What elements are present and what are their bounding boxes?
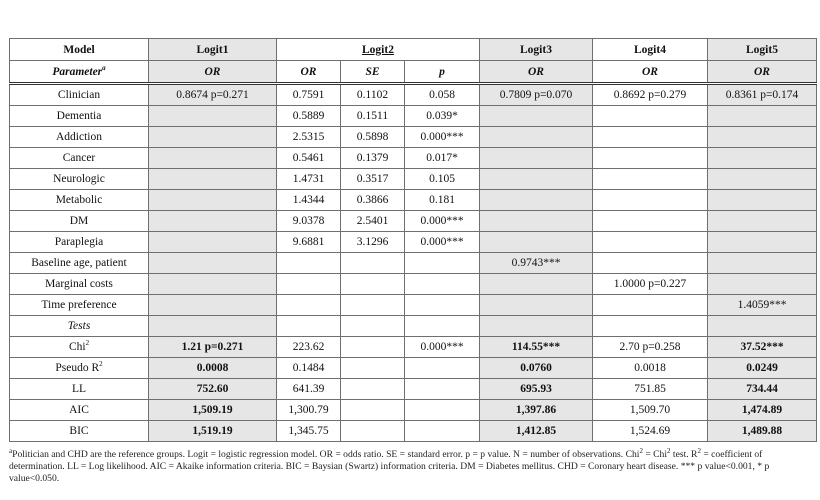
table-cell: [277, 253, 341, 274]
table-cell: [708, 106, 817, 127]
table-cell: 695.93: [480, 379, 593, 400]
table-cell: 0.000***: [405, 211, 480, 232]
table-cell: 2.5401: [341, 211, 405, 232]
table-cell: [593, 253, 708, 274]
table-cell: 1.4344: [277, 190, 341, 211]
table-cell: [708, 274, 817, 295]
row-label: Neurologic: [10, 169, 149, 190]
table-cell: [593, 316, 708, 337]
table-cell: 734.44: [708, 379, 817, 400]
table-row: [10, 358, 817, 379]
table-cell: [405, 400, 480, 421]
table-row: [10, 106, 817, 127]
table-cell: [341, 379, 405, 400]
table-cell: [405, 253, 480, 274]
table-footnote: $^a$Politician and CHD are the reference groups. Logit = logistic regression model. OR = odds ratio. SE = standard error. p = p value. N = number of observations. Chi$^2$ = Chi$^2$ test. $R^2$ = coefficient of determination. LL = Log likelihood. AIC = Akaike information criteria. BIC = Baysian (Swartz) information criteria. DM = Diabetes mellitus. CHD = Coronary heart disease. *** p value<0.001, * p value<0.050.: [9, 446, 770, 484]
table-row: [10, 148, 817, 169]
table-cell: [405, 295, 480, 316]
table-cell: 3.1296: [341, 232, 405, 253]
table-cell: [480, 127, 593, 148]
table-cell: 1,509.70: [593, 400, 708, 421]
table-cell: [149, 127, 277, 148]
table-cell: [149, 316, 277, 337]
table-cell: [593, 295, 708, 316]
logit2-header: Logit2: [277, 39, 480, 61]
table-cell: 2.70 p=0.258: [593, 337, 708, 358]
table-cell: [149, 295, 277, 316]
table-row: [10, 190, 817, 211]
row-label: Time preference: [10, 295, 149, 316]
table-cell: 0.9743***: [480, 253, 593, 274]
sub-header: OR: [480, 61, 593, 84]
table-cell: 0.7809 p=0.070: [480, 84, 593, 106]
table-cell: [708, 211, 817, 232]
table-cell: 1.4731: [277, 169, 341, 190]
table-cell: 1.0000 p=0.227: [593, 274, 708, 295]
table-row: [10, 337, 817, 358]
table-cell: [708, 253, 817, 274]
table-cell: 1,489.88: [708, 421, 817, 442]
table-cell: [341, 358, 405, 379]
parameter-header: Parameter$^a$: [10, 61, 149, 84]
table-cell: 0.1511: [341, 106, 405, 127]
table-row: [10, 127, 817, 148]
table-cell: 1,509.19: [149, 400, 277, 421]
table-cell: [405, 421, 480, 442]
table-cell: [480, 169, 593, 190]
row-label: Paraplegia: [10, 232, 149, 253]
table-cell: [341, 253, 405, 274]
sub-header: OR: [149, 61, 277, 84]
table-cell: [149, 106, 277, 127]
table-cell: 1,300.79: [277, 400, 341, 421]
sub-header: OR: [708, 61, 817, 84]
table-cell: [405, 358, 480, 379]
table-row: [10, 253, 817, 274]
table-cell: 0.1379: [341, 148, 405, 169]
table-cell: [593, 232, 708, 253]
table-cell: [593, 106, 708, 127]
logit1-header: Logit1: [149, 39, 277, 61]
table-cell: 37.52***: [708, 337, 817, 358]
table-cell: 0.000***: [405, 127, 480, 148]
table-cell: [708, 169, 817, 190]
table-cell: [593, 211, 708, 232]
table-cell: [405, 274, 480, 295]
table-cell: 1.21 p=0.271: [149, 337, 277, 358]
table-cell: [480, 190, 593, 211]
table-cell: 0.000***: [405, 232, 480, 253]
regression-table: [9, 38, 817, 442]
table-cell: [277, 295, 341, 316]
table-cell: 114.55***: [480, 337, 593, 358]
row-label: Pseudo $R^2$: [10, 358, 149, 379]
table-cell: 751.85: [593, 379, 708, 400]
table-cell: [149, 169, 277, 190]
table-cell: 0.000***: [405, 337, 480, 358]
table-cell: [341, 295, 405, 316]
table-row: [10, 379, 817, 400]
sub-header: p: [405, 61, 480, 84]
table-cell: 1,412.85: [480, 421, 593, 442]
logit3-header: Logit3: [480, 39, 593, 61]
table-cell: 1,345.75: [277, 421, 341, 442]
logit5-header: Logit5: [708, 39, 817, 61]
table-cell: [480, 316, 593, 337]
row-label: Cancer: [10, 148, 149, 169]
table-cell: 0.1102: [341, 84, 405, 106]
table-cell: 0.0008: [149, 358, 277, 379]
table-row: [10, 316, 817, 337]
row-label: LL: [10, 379, 149, 400]
table-row: [10, 211, 817, 232]
table-body: [10, 84, 817, 442]
table-cell: 0.8692 p=0.279: [593, 84, 708, 106]
table-cell: [149, 211, 277, 232]
table-cell: [277, 316, 341, 337]
table-cell: [341, 400, 405, 421]
table-cell: [149, 190, 277, 211]
table-cell: 0.7591: [277, 84, 341, 106]
table-cell: 1,474.89: [708, 400, 817, 421]
table-cell: [149, 232, 277, 253]
table-cell: [708, 127, 817, 148]
table-cell: [480, 106, 593, 127]
table-cell: 0.3866: [341, 190, 405, 211]
table-row: [10, 421, 817, 442]
table-row: [10, 295, 817, 316]
table-cell: [405, 316, 480, 337]
table-cell: 752.60: [149, 379, 277, 400]
sub-header: SE: [341, 61, 405, 84]
row-label: AIC: [10, 400, 149, 421]
table-cell: [480, 211, 593, 232]
table-cell: [405, 379, 480, 400]
row-label: Tests: [10, 316, 149, 337]
table-cell: 1.4059***: [708, 295, 817, 316]
header-row-stats: [10, 61, 817, 84]
table-cell: [480, 148, 593, 169]
table-cell: 1,519.19: [149, 421, 277, 442]
logit4-header: Logit4: [593, 39, 708, 61]
table-cell: 0.0018: [593, 358, 708, 379]
sub-header: OR: [277, 61, 341, 84]
table-cell: [341, 337, 405, 358]
row-label: Baseline age, patient: [10, 253, 149, 274]
table-cell: 223.62: [277, 337, 341, 358]
table-cell: [708, 316, 817, 337]
table-cell: 0.5898: [341, 127, 405, 148]
table-cell: 641.39: [277, 379, 341, 400]
table-row: [10, 169, 817, 190]
table-cell: [593, 148, 708, 169]
table-row: [10, 400, 817, 421]
table-cell: [149, 253, 277, 274]
row-label: BIC: [10, 421, 149, 442]
table-cell: 9.6881: [277, 232, 341, 253]
row-label: Clinician: [10, 84, 149, 106]
table-cell: [149, 148, 277, 169]
row-label: Metabolic: [10, 190, 149, 211]
table-cell: [708, 148, 817, 169]
row-label: Chi$^2$: [10, 337, 149, 358]
table-cell: [341, 274, 405, 295]
table-cell: 0.0760: [480, 358, 593, 379]
table-row: [10, 232, 817, 253]
table-cell: [341, 421, 405, 442]
table-cell: 0.8674 p=0.271: [149, 84, 277, 106]
table-cell: 0.181: [405, 190, 480, 211]
table-cell: 0.0249: [708, 358, 817, 379]
row-label: Dementia: [10, 106, 149, 127]
row-label: Marginal costs: [10, 274, 149, 295]
table-cell: 0.058: [405, 84, 480, 106]
table-cell: [149, 274, 277, 295]
table-row: [10, 274, 817, 295]
table-cell: 0.3517: [341, 169, 405, 190]
table-cell: [593, 190, 708, 211]
table-cell: 0.039*: [405, 106, 480, 127]
table-cell: [593, 127, 708, 148]
table-cell: 0.017*: [405, 148, 480, 169]
table-cell: [480, 274, 593, 295]
regression-table-container: [9, 38, 816, 442]
table-cell: 9.0378: [277, 211, 341, 232]
table-cell: 0.5461: [277, 148, 341, 169]
table-cell: [708, 190, 817, 211]
table-cell: 0.5889: [277, 106, 341, 127]
table-cell: 0.105: [405, 169, 480, 190]
table-cell: [593, 169, 708, 190]
model-header: Model: [10, 39, 149, 61]
table-row: [10, 84, 817, 106]
row-label: Addiction: [10, 127, 149, 148]
table-cell: [708, 232, 817, 253]
table-cell: 0.1484: [277, 358, 341, 379]
table-cell: [480, 295, 593, 316]
table-cell: 1,524.69: [593, 421, 708, 442]
row-label: DM: [10, 211, 149, 232]
table-cell: [277, 274, 341, 295]
header-row-models: [10, 39, 817, 61]
table-cell: 0.8361 p=0.174: [708, 84, 817, 106]
table-cell: [480, 232, 593, 253]
table-cell: 1,397.86: [480, 400, 593, 421]
table-cell: 2.5315: [277, 127, 341, 148]
sub-header: OR: [593, 61, 708, 84]
table-cell: [341, 316, 405, 337]
